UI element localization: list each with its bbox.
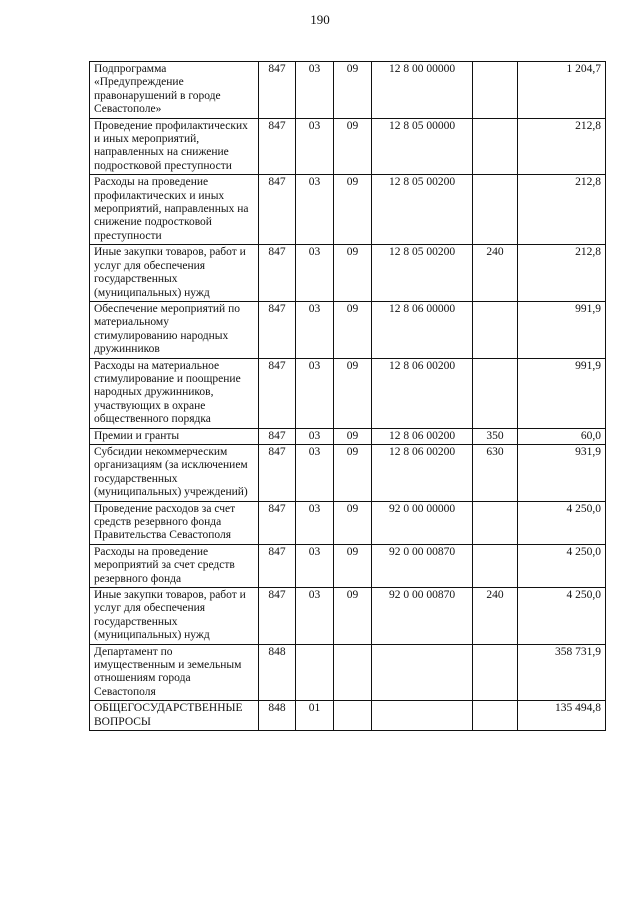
subsection-code: 09 xyxy=(334,501,372,544)
expense-type-code xyxy=(473,701,518,731)
expense-type-code xyxy=(473,301,518,358)
target-article-code: 12 8 06 00200 xyxy=(372,428,473,444)
subsection-code: 09 xyxy=(334,544,372,587)
subsection-code: 09 xyxy=(334,245,372,302)
amount: 4 250,0 xyxy=(518,501,606,544)
amount: 4 250,0 xyxy=(518,588,606,645)
expense-type-code: 350 xyxy=(473,428,518,444)
department-code: 847 xyxy=(259,301,296,358)
item-name: Подпрограмма «Предупреждение правонарушений в городе Севастополе» xyxy=(90,62,259,119)
budget-table xyxy=(89,61,606,731)
table-row xyxy=(90,245,606,302)
table-row xyxy=(90,588,606,645)
expense-type-code: 630 xyxy=(473,444,518,501)
target-article-code: 12 8 06 00000 xyxy=(372,301,473,358)
department-code: 847 xyxy=(259,501,296,544)
section-code: 03 xyxy=(296,358,334,428)
table-row xyxy=(90,175,606,245)
table-row xyxy=(90,644,606,701)
department-code: 847 xyxy=(259,118,296,175)
table-row xyxy=(90,544,606,587)
target-article-code: 92 0 00 00870 xyxy=(372,544,473,587)
target-article-code: 12 8 00 00000 xyxy=(372,62,473,119)
amount: 991,9 xyxy=(518,301,606,358)
expense-type-code: 240 xyxy=(473,245,518,302)
table-row xyxy=(90,62,606,119)
department-code: 847 xyxy=(259,358,296,428)
subsection-code: 09 xyxy=(334,118,372,175)
expense-type-code xyxy=(473,544,518,587)
item-name: Премии и гранты xyxy=(90,428,259,444)
target-article-code: 12 8 06 00200 xyxy=(372,444,473,501)
section-code: 03 xyxy=(296,544,334,587)
amount: 1 204,7 xyxy=(518,62,606,119)
department-code: 847 xyxy=(259,444,296,501)
expense-type-code: 240 xyxy=(473,588,518,645)
subsection-code: 09 xyxy=(334,428,372,444)
expense-type-code xyxy=(473,62,518,119)
table-row xyxy=(90,501,606,544)
expense-type-code xyxy=(473,501,518,544)
department-code: 847 xyxy=(259,588,296,645)
item-name: Иные закупки товаров, работ и услуг для обеспечения государственных (муниципальных) нужд xyxy=(90,588,259,645)
section-code: 03 xyxy=(296,62,334,119)
department-code: 847 xyxy=(259,544,296,587)
subsection-code: 09 xyxy=(334,358,372,428)
item-name: Департамент по имущественным и земельным отношениям города Севастополя xyxy=(90,644,259,701)
department-code: 848 xyxy=(259,701,296,731)
target-article-code: 12 8 05 00200 xyxy=(372,245,473,302)
department-code: 847 xyxy=(259,428,296,444)
expense-type-code xyxy=(473,358,518,428)
subsection-code: 09 xyxy=(334,62,372,119)
section-code: 03 xyxy=(296,118,334,175)
department-code: 847 xyxy=(259,245,296,302)
amount: 212,8 xyxy=(518,175,606,245)
item-name: Расходы на материальное стимулирование и поощрение народных дружинников, участвующих в охране общественного порядка xyxy=(90,358,259,428)
target-article-code: 12 8 06 00200 xyxy=(372,358,473,428)
item-name: ОБЩЕГОСУДАРСТВЕННЫЕ ВОПРОСЫ xyxy=(90,701,259,731)
department-code: 847 xyxy=(259,62,296,119)
table-row xyxy=(90,301,606,358)
section-code: 03 xyxy=(296,245,334,302)
target-article-code: 12 8 05 00200 xyxy=(372,175,473,245)
item-name: Расходы на проведение мероприятий за счет средств резервного фонда xyxy=(90,544,259,587)
amount: 60,0 xyxy=(518,428,606,444)
item-name: Проведение профилактических и иных мероприятий, направленных на снижение подростковой преступности xyxy=(90,118,259,175)
page-number: 190 xyxy=(310,12,330,27)
item-name: Обеспечение мероприятий по материальному стимулированию народных дружинников xyxy=(90,301,259,358)
subsection-code xyxy=(334,701,372,731)
budget-table-body xyxy=(90,62,606,731)
table-row xyxy=(90,118,606,175)
section-code: 03 xyxy=(296,444,334,501)
department-code: 847 xyxy=(259,175,296,245)
subsection-code: 09 xyxy=(334,301,372,358)
amount: 358 731,9 xyxy=(518,644,606,701)
amount: 212,8 xyxy=(518,118,606,175)
item-name: Иные закупки товаров, работ и услуг для обеспечения государственных (муниципальных) нужд xyxy=(90,245,259,302)
amount: 991,9 xyxy=(518,358,606,428)
amount: 4 250,0 xyxy=(518,544,606,587)
table-row xyxy=(90,444,606,501)
amount: 931,9 xyxy=(518,444,606,501)
target-article-code: 92 0 00 00870 xyxy=(372,588,473,645)
section-code: 03 xyxy=(296,501,334,544)
expense-type-code xyxy=(473,175,518,245)
subsection-code: 09 xyxy=(334,444,372,501)
section-code xyxy=(296,644,334,701)
subsection-code: 09 xyxy=(334,588,372,645)
section-code: 03 xyxy=(296,175,334,245)
target-article-code: 92 0 00 00000 xyxy=(372,501,473,544)
amount: 212,8 xyxy=(518,245,606,302)
target-article-code: 12 8 05 00000 xyxy=(372,118,473,175)
target-article-code xyxy=(372,701,473,731)
table-row xyxy=(90,428,606,444)
subsection-code xyxy=(334,644,372,701)
section-code: 01 xyxy=(296,701,334,731)
section-code: 03 xyxy=(296,588,334,645)
target-article-code xyxy=(372,644,473,701)
amount: 135 494,8 xyxy=(518,701,606,731)
item-name: Субсидии некоммерческим организациям (за исключением государственных (муниципальных) учреждений) xyxy=(90,444,259,501)
table-row xyxy=(90,358,606,428)
subsection-code: 09 xyxy=(334,175,372,245)
table-row xyxy=(90,701,606,731)
item-name: Расходы на проведение профилактических и иных мероприятий, направленных на снижение подростковой преступности xyxy=(90,175,259,245)
section-code: 03 xyxy=(296,301,334,358)
expense-type-code xyxy=(473,644,518,701)
item-name: Проведение расходов за счет средств резервного фонда Правительства Севастополя xyxy=(90,501,259,544)
department-code: 848 xyxy=(259,644,296,701)
expense-type-code xyxy=(473,118,518,175)
section-code: 03 xyxy=(296,428,334,444)
